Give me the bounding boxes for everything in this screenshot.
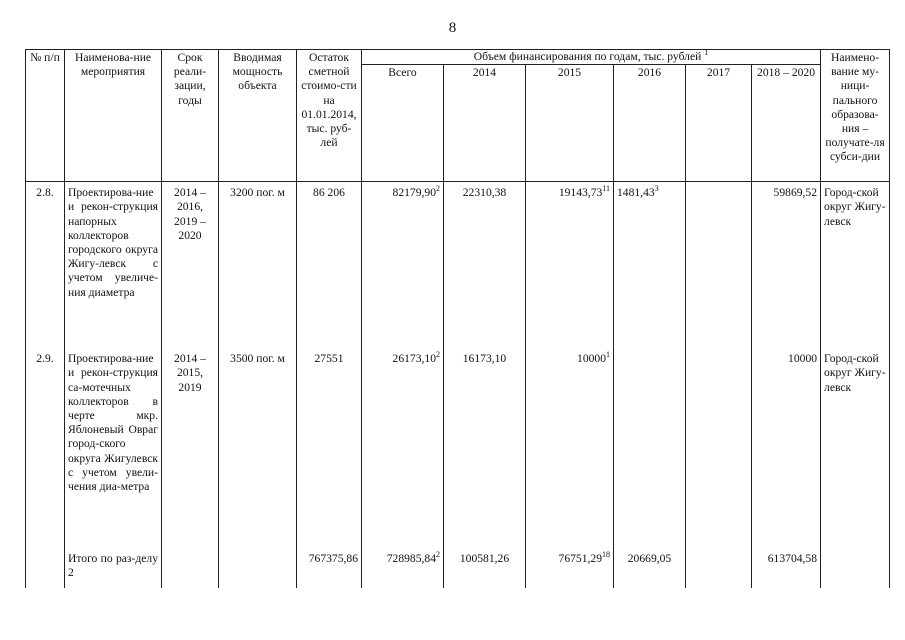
- total-total: 728985,84$^2$: [362, 550, 444, 588]
- header-name: Наименова-ние мероприятия: [65, 50, 162, 182]
- financing-table: [25, 49, 890, 588]
- row-term: 2014 – 2015, 2019: [162, 344, 219, 550]
- row-name: Проектирова-ние и рекон-струкция са-мотечных коллекторов в черте мкр. Яблоневый Овраг город-ского округа Жигулевск с учетом увели-чения диа-метра: [65, 344, 162, 550]
- total-2015: 76751,29$^{18}$: [526, 550, 614, 588]
- row-2018-2020: 59869,52: [752, 182, 821, 345]
- row-2014: 16173,10: [444, 344, 526, 550]
- row-total: 82179,90$^2$: [362, 182, 444, 345]
- total-num: [26, 550, 65, 588]
- header-2015: 2015: [526, 65, 614, 182]
- total-2016: 20669,05: [614, 550, 686, 588]
- total-2014: 100581,26: [444, 550, 526, 588]
- row-num: 2.9.: [26, 344, 65, 550]
- row-2017: [686, 344, 752, 550]
- row-2016: 1481,43$^3$: [614, 182, 686, 345]
- row-name: Проектирова-ние и рекон-струкция напорных коллекторов городского округа Жигу-левск с учетом увеличе-ния диаметра: [65, 182, 162, 345]
- header-2018-2020: 2018 – 2020: [752, 65, 821, 182]
- row-2014: 22310,38: [444, 182, 526, 345]
- row-remainder: 27551: [297, 344, 362, 550]
- row-recipient: Город-ской округ Жигу-левск: [821, 182, 890, 345]
- row-2015: 10000$^1$: [526, 344, 614, 550]
- total-2017: [686, 550, 752, 588]
- total-remainder: 767375,86: [297, 550, 362, 588]
- total-term: [162, 550, 219, 588]
- total-row: [26, 550, 890, 588]
- header-remainder: Остаток сметной стоимо-сти на 01.01.2014, тыс. руб-лей: [297, 50, 362, 182]
- header-2017: 2017: [686, 65, 752, 182]
- total-label: Итого по раз-делу 2: [65, 550, 162, 588]
- row-2015: 19143,73$^{11}$: [526, 182, 614, 345]
- header-term: Срок реали-зации, годы: [162, 50, 219, 182]
- row-2017: [686, 182, 752, 345]
- table-row: [26, 344, 890, 550]
- row-total: 26173,10$^2$: [362, 344, 444, 550]
- table-row: [26, 182, 890, 345]
- row-2018-2020: 10000: [752, 344, 821, 550]
- header-financing: Объем финансирования по годам, тыс. рублей $^1$: [362, 50, 821, 65]
- header-2016: 2016: [614, 65, 686, 182]
- row-capacity: 3500 пог. м: [219, 344, 297, 550]
- total-2018-2020: 613704,58: [752, 550, 821, 588]
- header-num: № п/п: [26, 50, 65, 182]
- row-capacity: 3200 пог. м: [219, 182, 297, 345]
- row-num: 2.8.: [26, 182, 65, 345]
- row-term: 2014 – 2016, 2019 – 2020: [162, 182, 219, 345]
- header-total: Всего: [362, 65, 444, 182]
- total-recipient: [821, 550, 890, 588]
- row-2016: [614, 344, 686, 550]
- total-capacity: [219, 550, 297, 588]
- page-number: 8: [448, 20, 457, 36]
- header-recipient: Наимено-вание му-ници-пального образова-ния – получате-ля субси-дии: [821, 50, 890, 182]
- row-recipient: Город-ской округ Жигу-левск: [821, 344, 890, 550]
- header-capacity: Вводимая мощность объекта: [219, 50, 297, 182]
- row-remainder: 86 206: [297, 182, 362, 345]
- header-2014: 2014: [444, 65, 526, 182]
